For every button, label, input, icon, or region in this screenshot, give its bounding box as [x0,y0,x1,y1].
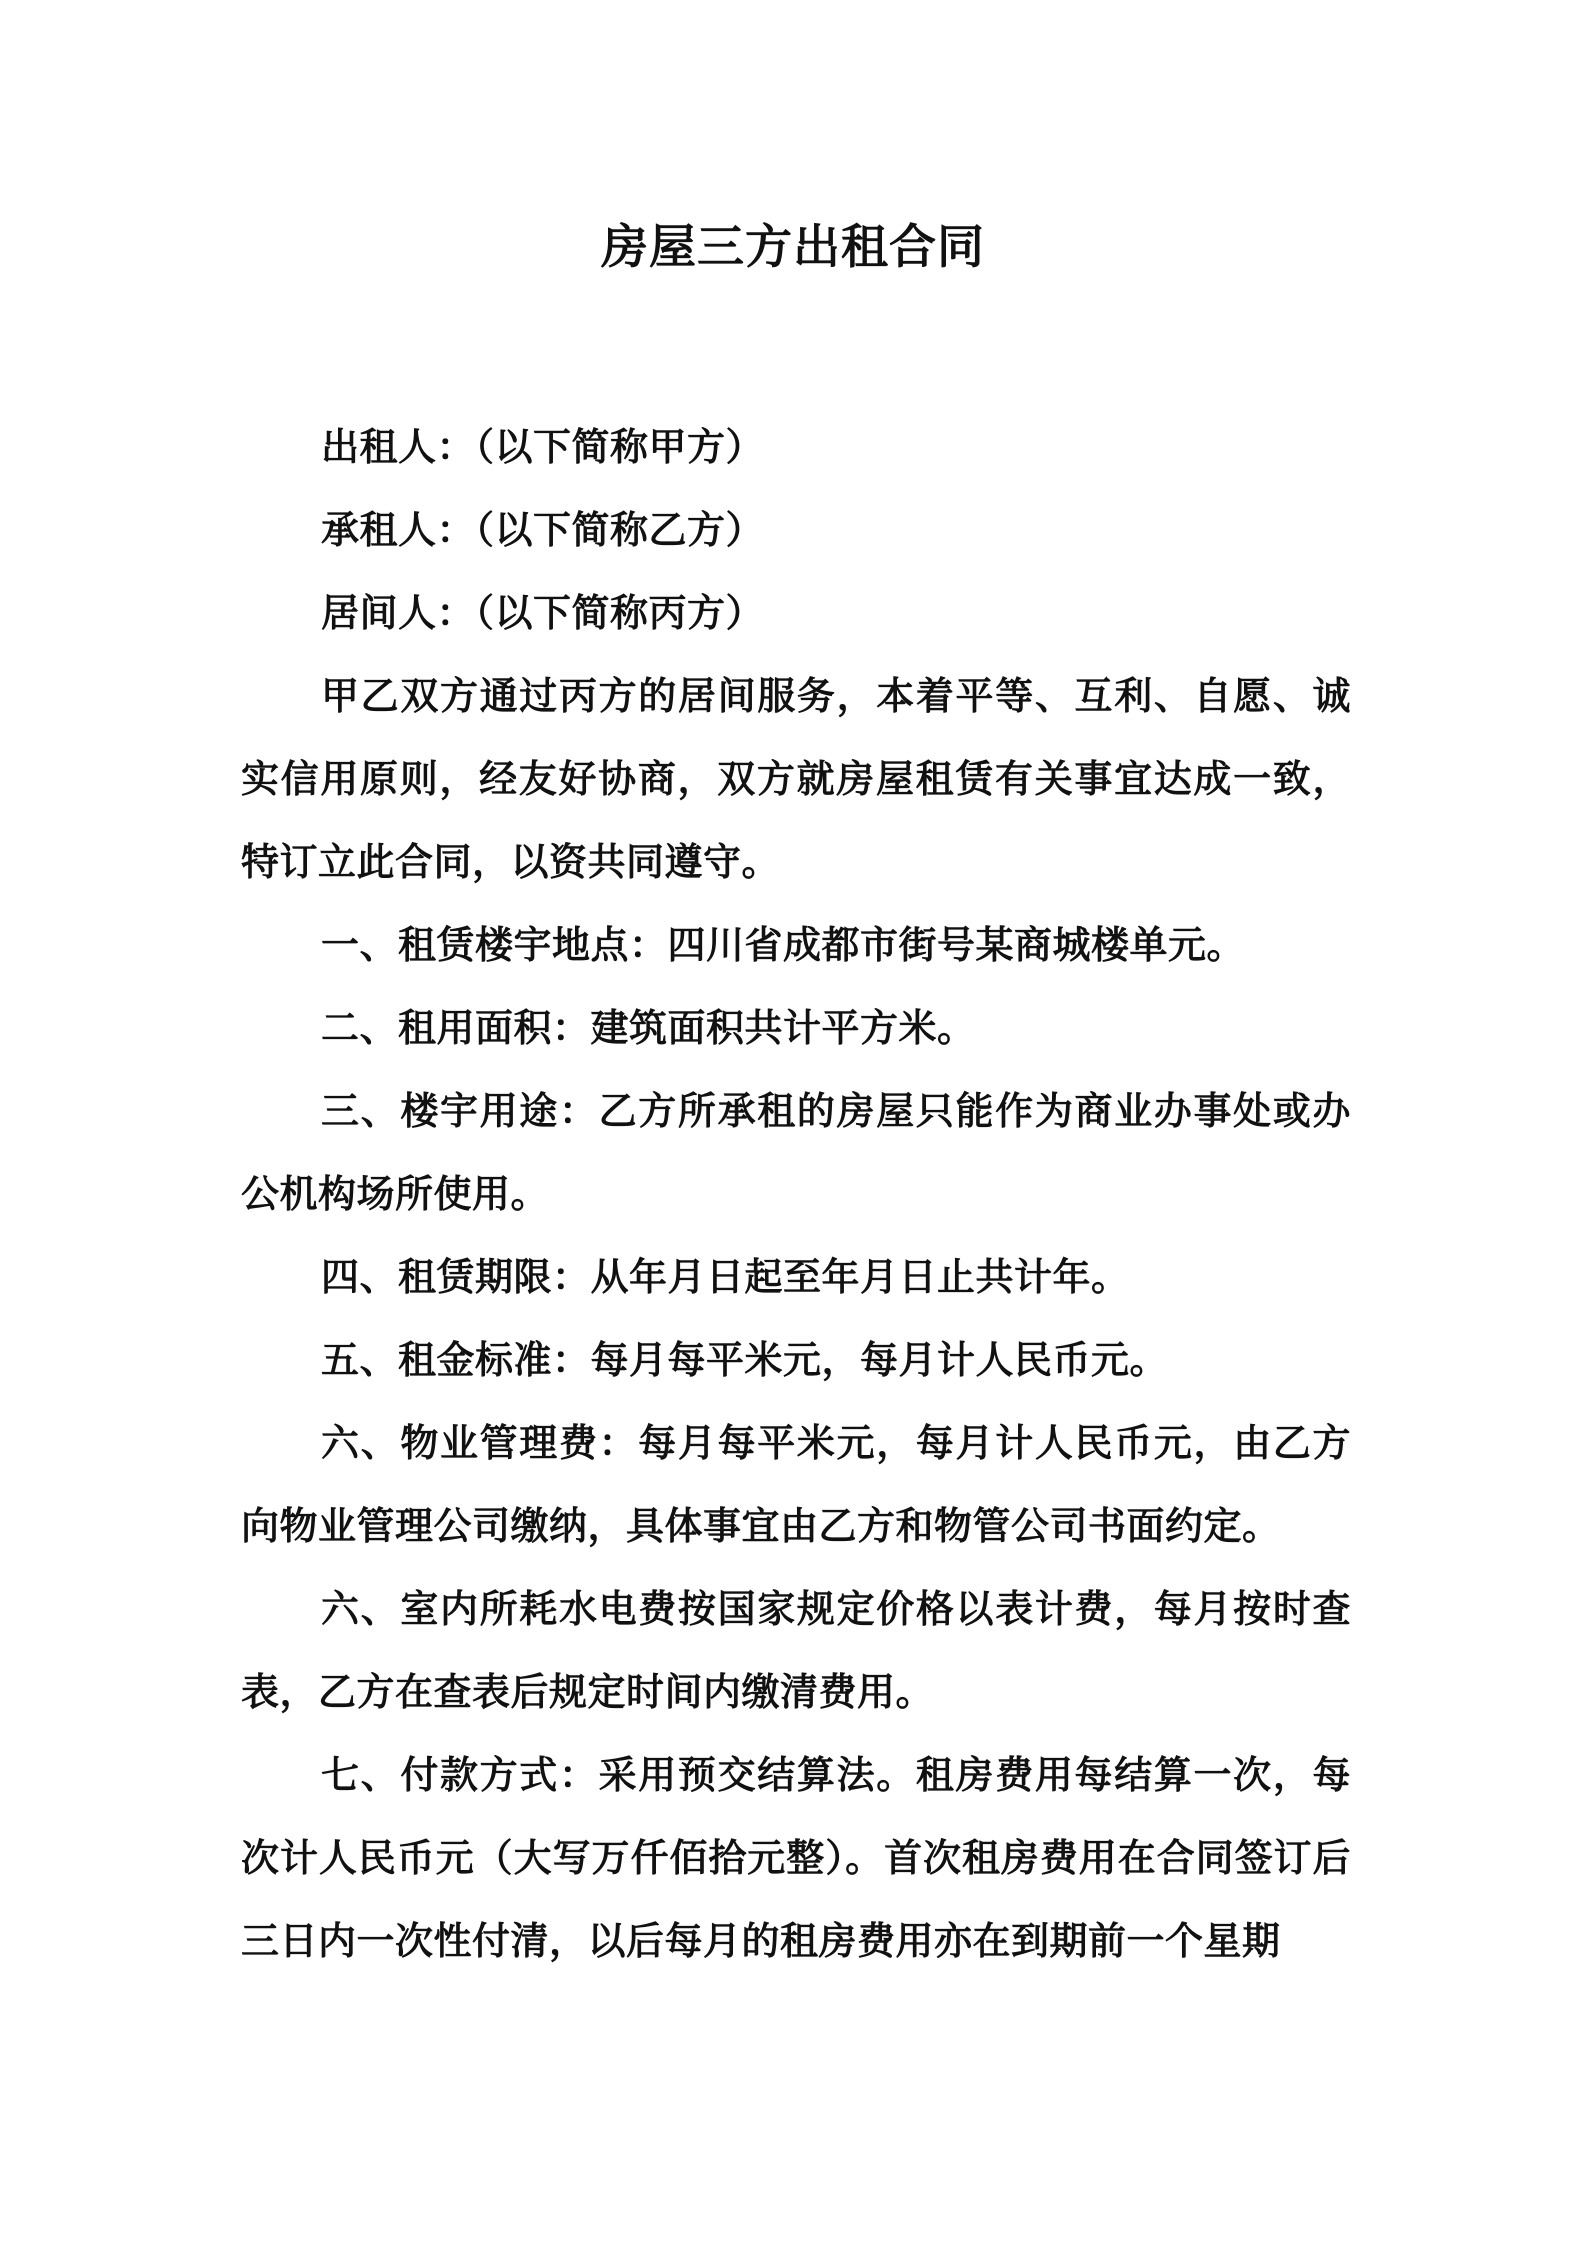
paragraph-clause-area: 二、租用面积：建筑面积共计平方米。 [321,1006,976,1050]
paragraph-clause-payment: 七、付款方式：采用预交结算法。租房费用每结算一次，每次计人民币元（大写万仟佰拾元整）。首次租房费用在合同签订后三日内一次性付清，以后每月的租房费用亦在到期前一个星期 [241,1753,1351,1963]
document-body [241,406,1351,1983]
paragraph-clause-utilities: 六、室内所耗水电费按国家规定价格以表计费，每月按时查表，乙方在查表后规定时间内缴清费用。 [241,1587,1351,1714]
paragraph-lessor: 出租人：（以下简称甲方） [321,425,765,469]
paragraph-intermediary: 居间人：（以下简称丙方） [321,591,765,635]
paragraph-clause-term: 四、租赁期限：从年月日起至年月日止共计年。 [321,1255,1130,1299]
paragraph-clause-location: 一、租赁楼宇地点：四川省成都市街号某商城楼单元。 [321,923,1246,967]
paragraph-clause-usage: 三、楼宇用途：乙方所承租的房屋只能作为商业办事处或办公机构场所使用。 [241,1089,1351,1216]
paragraph-lessee: 承租人：（以下简称乙方） [321,508,765,552]
document-title: 房屋三方出租合同 [601,220,985,275]
paragraph-clause-rent: 五、租金标准：每月每平米元，每月计人民币元。 [321,1338,1169,1382]
paragraph-clause-property-fee: 六、物业管理费：每月每平米元，每月计人民币元，由乙方向物业管理公司缴纳，具体事宜由乙方和物管公司书面约定。 [241,1421,1351,1548]
paragraph-preamble: 甲乙双方通过丙方的居间服务，本着平等、互利、自愿、诚实信用原则，经友好协商，双方就房屋租赁有关事宜达成一致，特订立此合同，以资共同遵守。 [241,674,1351,884]
